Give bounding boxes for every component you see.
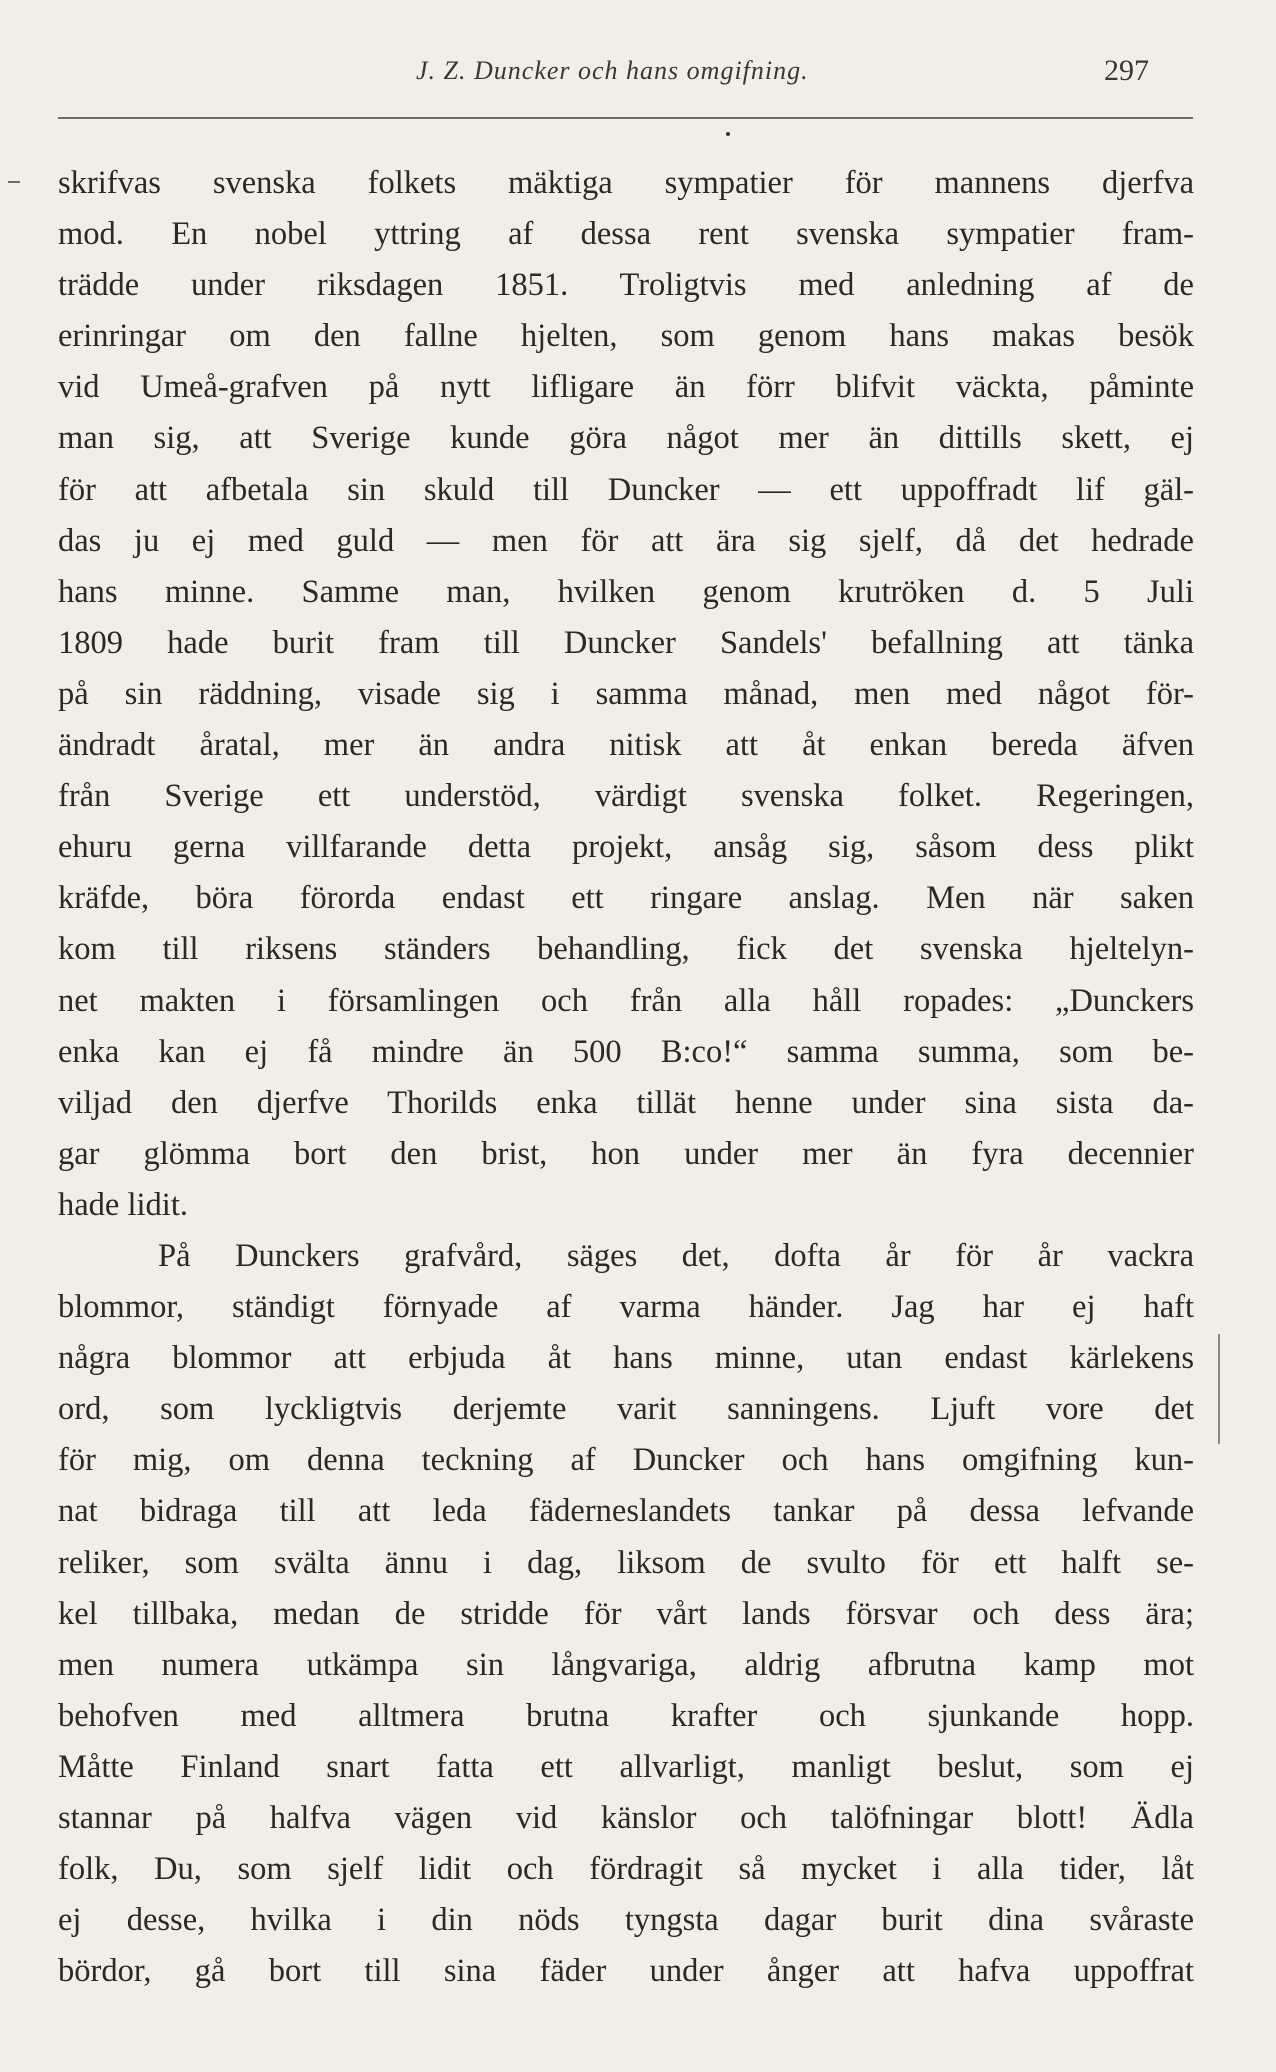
text-line: kel tillbaka, medan de stridde för vårt lands försvar och dess ära; xyxy=(58,1595,1194,1632)
text-line: för att afbetala sin skuld till Duncker — ett uppoffradt lif gäl- xyxy=(58,471,1194,508)
margin-bracket xyxy=(1210,1334,1220,1444)
text-line: man sig, att Sverige kunde göra något mer än dittills skett, ej xyxy=(58,420,1194,457)
text-line: kom till riksens ständers behandling, fick det svenska hjeltelyn- xyxy=(58,931,1194,968)
text-line: ändradt åratal, mer än andra nitisk att åt enkan bereda äfven xyxy=(58,727,1194,764)
text-line: ehuru gerna villfarande detta projekt, ansåg sig, såsom dess plikt xyxy=(58,829,1194,866)
text-line: enka kan ej få mindre än 500 B:co!“ samma summa, som be- xyxy=(58,1033,1194,1070)
text-line: kräfde, böra förorda endast ett ringare anslag. Men när saken xyxy=(58,880,1194,917)
text-line: nat bidraga till att leda fäderneslandets tankar på dessa lefvande xyxy=(58,1493,1194,1530)
text-line: Måtte Finland snart fatta ett allvarligt, manligt beslut, som ej xyxy=(58,1748,1194,1785)
paragraph-start-line: På Dunckers grafvård, säges det, dofta år för år vackra xyxy=(158,1237,1194,1274)
text-line: hans minne. Samme man, hvilken genom krutröken d. 5 Juli xyxy=(58,573,1194,610)
body-text xyxy=(58,158,1194,1997)
paragraph-end-line: hade lidit. xyxy=(58,1186,188,1223)
running-head xyxy=(0,56,1276,96)
text-line: blommor, ständigt förnyade af varma händer. Jag har ej haft xyxy=(58,1289,1194,1326)
text-line: ej desse, hvilka i din nöds tyngsta dagar burit dina svåraste xyxy=(58,1902,1194,1939)
running-title: J. Z. Duncker och hans omgifning. xyxy=(416,56,809,85)
text-line: behofven med alltmera brutna krafter och sjunkande hopp. xyxy=(58,1697,1194,1734)
page-number: 297 xyxy=(1104,54,1149,87)
text-line: några blommor att erbjuda åt hans minne, utan endast kärlekens xyxy=(58,1340,1194,1377)
header-rule xyxy=(58,117,1193,119)
text-line: bördor, gå bort till sina fäder under ånger att hafva uppoffrat xyxy=(58,1953,1194,1990)
text-line: erinringar om den fallne hjelten, som genom hans makas besök xyxy=(58,318,1194,355)
text-line: på sin räddning, visade sig i samma månad, men med något för- xyxy=(58,675,1194,712)
text-line: folk, Du, som sjelf lidit och fördragit så mycket i alla tider, låt xyxy=(58,1851,1194,1888)
text-line: för mig, om denna teckning af Duncker och hans omgifning kun- xyxy=(58,1442,1194,1479)
text-line: viljad den djerfve Thorilds enka tillät henne under sina sista da- xyxy=(58,1084,1194,1121)
text-line: vid Umeå-grafven på nytt lifligare än förr blifvit väckta, påminte xyxy=(58,369,1194,406)
text-line: das ju ej med guld — men för att ära sig sjelf, då det hedrade xyxy=(58,522,1194,559)
text-line: ord, som lyckligtvis derjemte varit sanningens. Ljuft vore det xyxy=(58,1391,1194,1428)
text-line: stannar på halfva vägen vid känslor och talöfningar blott! Ädla xyxy=(58,1800,1194,1836)
text-line: reliker, som svälta ännu i dag, liksom de svulto för ett halft se- xyxy=(58,1544,1194,1581)
text-line: gar glömma bort den brist, hon under mer än fyra decennier xyxy=(58,1135,1194,1172)
text-line: men numera utkämpa sin långvariga, aldrig afbrutna kamp mot xyxy=(58,1646,1194,1683)
text-line: trädde under riksdagen 1851. Troligtvis med anledning af de xyxy=(58,267,1194,304)
text-line: net makten i församlingen och från alla håll ropades: „Dunckers xyxy=(58,982,1194,1019)
print-speck xyxy=(726,132,730,136)
text-line: mod. En nobel yttring af dessa rent svenska sympatier fram- xyxy=(58,216,1194,253)
text-line: skrifvas svenska folkets mäktiga sympatier för mannens djerfva xyxy=(58,165,1194,201)
margin-mark xyxy=(8,181,20,183)
text-line: 1809 hade burit fram till Duncker Sandels' befallning att tänka xyxy=(58,624,1194,661)
text-line: från Sverige ett understöd, värdigt svenska folket. Regeringen, xyxy=(58,778,1194,815)
